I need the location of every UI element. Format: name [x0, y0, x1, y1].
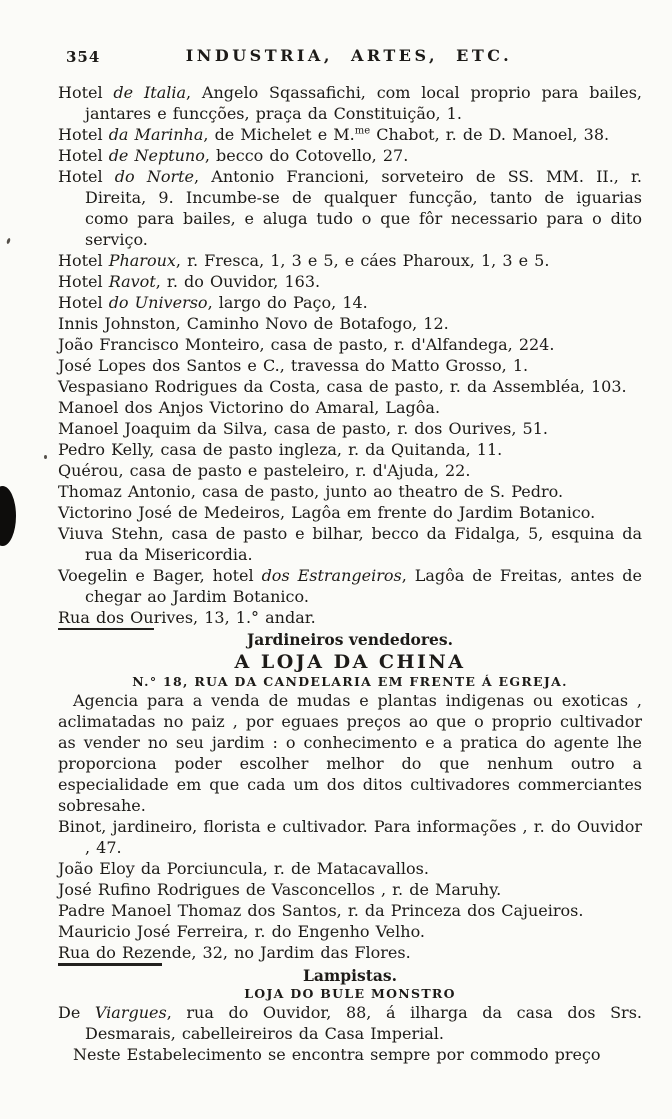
- directory-entry: [58, 565, 642, 607]
- directory-entry-segment: José Rufino Rodrigues de Vasconcellos , r. de Maruhy.: [58, 880, 502, 899]
- directory-entry-segment: , becco do Cotovello, 27.: [204, 146, 409, 165]
- directory-entry-segment: de Neptuno: [108, 146, 205, 165]
- directory-entry-segment: Chabot, r. de D. Manoel, 38.: [370, 125, 610, 144]
- directory-entry: [58, 1002, 642, 1044]
- directory-entry: [58, 292, 642, 313]
- directory-entry: [58, 942, 642, 963]
- directory-entry-segment: Binot, jardineiro, florista e cultivador. Para informações , r. do Ouvidor , 47.: [58, 817, 642, 857]
- directory-entry-segment: , rua do Ouvidor, 88, á ilharga da casa dos Srs. Desmarais, cabelleireiros da Casa Imperial.: [85, 1003, 642, 1043]
- directory-entry-segment: Manoel Joaquim da Silva, casa de pasto, r. dos Ourives, 51.: [58, 419, 548, 438]
- directory-entry-segment: Vespasiano Rodrigues da Costa, casa de pasto, r. da Assembléa, 103.: [58, 377, 627, 396]
- page-body: [58, 82, 642, 1065]
- directory-entry-segment: Voegelin e Bager, hotel: [58, 566, 262, 585]
- directory-entry: [58, 313, 642, 334]
- directory-entry-segment: Innis Johnston, Caminho Novo de Botafogo, 12.: [58, 314, 449, 333]
- directory-entry: [58, 439, 642, 460]
- directory-entry-segment: Hotel: [58, 293, 109, 312]
- paragraph-estabelecimento: [58, 1044, 642, 1065]
- directory-entry-segment: do Universo: [108, 293, 208, 312]
- directory-entry-segment: Hotel: [58, 251, 109, 270]
- directory-entry-segment: Rua dos Ourives, 13, 1.° andar.: [58, 608, 316, 627]
- directory-entry: [58, 900, 642, 921]
- page-header: [58, 46, 640, 70]
- scan-speck: [6, 238, 11, 245]
- directory-entry-segment: da Marinha: [108, 125, 204, 144]
- directory-entry: [58, 355, 642, 376]
- directory-entry: [58, 816, 642, 858]
- paragraph-agencia: [58, 690, 642, 816]
- section-heading-lampistas: [58, 966, 642, 986]
- scan-artifact-blob: [0, 486, 16, 546]
- directory-entry-segment: Hotel: [58, 83, 114, 102]
- directory-entry-segment: Victorino José de Medeiros, Lagôa em frente do Jardim Botanico.: [58, 503, 596, 522]
- shop-heading-bule-monstro: [58, 986, 642, 1002]
- directory-entry: [58, 481, 642, 502]
- directory-entry: [58, 82, 642, 124]
- directory-entry-segment: Viargues: [94, 1003, 167, 1022]
- section-heading-jardineiros-segment: Jardineiros vendedores.: [246, 630, 454, 649]
- directory-entry-segment: Quérou, casa de pasto e pasteleiro, r. d'Ajuda, 22.: [58, 461, 471, 480]
- directory-entry-segment: do Norte: [114, 167, 195, 186]
- directory-entry-segment: , r. do Ouvidor, 163.: [155, 272, 321, 291]
- directory-entry-segment: Pedro Kelly, casa de pasto ingleza, r. da Quitanda, 11.: [58, 440, 503, 459]
- directory-entry-segment: Viuva Stehn, casa de pasto e bilhar, becco da Fidalga, 5, esquina da rua da Misericordia.: [58, 524, 642, 564]
- directory-entry-segment: Manoel dos Anjos Victorino do Amaral, Lagôa.: [58, 398, 441, 417]
- directory-entry: [58, 334, 642, 355]
- directory-entry: [58, 523, 642, 565]
- directory-entry-segment: , r. Fresca, 1, 3 e 5, e cáes Pharoux, 1, 3 e 5.: [175, 251, 550, 270]
- directory-entry-segment: Ravot: [108, 272, 156, 291]
- running-title: INDUSTRIA, ARTES, ETC.: [185, 46, 513, 65]
- directory-entry: [58, 250, 642, 271]
- directory-entry-segment: Thomaz Antonio, casa de pasto, junto ao theatro de S. Pedro.: [58, 482, 564, 501]
- paragraph-agencia-segment: Agencia para a venda de mudas e plantas indigenas ou exoticas , aclimatadas no paiz , por eguaes preços ao que o proprio cultivador as vender no seu jardim : o conhecimento e a pratica do agente lhe proporciona poder escolher melhor do que nenhum outro a especialidade em que cada um dos ditos cultivadores commerciantes sobresahe.: [58, 691, 642, 815]
- directory-entry-segment: Rua do Rezende, 32, no Jardim das Flores.: [58, 943, 411, 962]
- directory-entry-segment: Padre Manoel Thomaz dos Santos, r. da Princeza dos Cajueiros.: [58, 901, 584, 920]
- directory-entry: [58, 858, 642, 879]
- directory-entry-segment: de Italia: [113, 83, 187, 102]
- directory-entry: [58, 607, 642, 628]
- directory-entry-segment: De: [58, 1003, 95, 1022]
- directory-entry-segment: , de Michelet e M.: [203, 125, 355, 144]
- directory-entry-segment: João Eloy da Porciuncula, r. de Matacavallos.: [58, 859, 429, 878]
- directory-entry-segment: , largo do Paço, 14.: [207, 293, 368, 312]
- directory-entry-segment: , Antonio Francioni, sorveteiro de SS. MM. II., r. Direita, 9. Incumbe-se de qualquer funcção, tanto de iguarias como para bailes, e aluga tudo o que fôr necessario para o dito serviço.: [85, 167, 643, 249]
- section-heading-lampistas-segment: Lampistas.: [302, 966, 398, 985]
- directory-entry-segment: João Francisco Monteiro, casa de pasto, r. d'Alfandega, 224.: [58, 335, 555, 354]
- directory-entry-segment: , Lagôa de Freitas, antes de chegar ao Jardim Botanico.: [85, 566, 643, 606]
- shop-heading-loja-da-china-segment: A LOJA DA CHINA: [234, 651, 466, 673]
- directory-entry: [58, 879, 642, 900]
- directory-entry-segment: José Lopes dos Santos e C., travessa do Matto Grosso, 1.: [58, 356, 529, 375]
- directory-entry: [58, 460, 642, 481]
- directory-entry-segment: Hotel: [58, 272, 109, 291]
- directory-entry: [58, 418, 642, 439]
- directory-entry-segment: Mauricio José Ferreira, r. do Engenho Velho.: [58, 922, 425, 941]
- directory-entry: [58, 166, 642, 250]
- directory-entry-segment: Hotel: [58, 146, 109, 165]
- shop-heading-bule-monstro-segment: LOJA DO BULE MONSTRO: [244, 986, 456, 1001]
- section-heading-jardineiros: [58, 630, 642, 650]
- directory-entry: [58, 271, 642, 292]
- directory-entry-segment: Pharoux: [108, 251, 176, 270]
- directory-entry-segment: me: [354, 125, 371, 137]
- directory-entry: [58, 502, 642, 523]
- shop-heading-loja-da-china: [58, 650, 642, 674]
- directory-entry: [58, 397, 642, 418]
- paragraph-estabelecimento-segment: Neste Estabelecimento se encontra sempre por commodo preço: [73, 1045, 601, 1064]
- directory-entry-segment: dos Estrangeiros: [261, 566, 402, 585]
- directory-entry-segment: , Angelo Sqassafichi, com local proprio para bailes, jantares e funcções, praça da Constituição, 1.: [85, 83, 643, 123]
- directory-entry: [58, 145, 642, 166]
- directory-entry-segment: Hotel: [58, 125, 109, 144]
- directory-entry-segment: Hotel: [58, 167, 115, 186]
- directory-entry: [58, 921, 642, 942]
- shop-address-line: [58, 674, 642, 690]
- scan-speck: [44, 455, 47, 459]
- page-number: 354: [66, 48, 101, 66]
- directory-entry: [58, 376, 642, 397]
- directory-entry: [58, 124, 642, 145]
- shop-address-line-segment: N.° 18, RUA DA CANDELARIA EM FRENTE Á EGREJA.: [132, 674, 568, 689]
